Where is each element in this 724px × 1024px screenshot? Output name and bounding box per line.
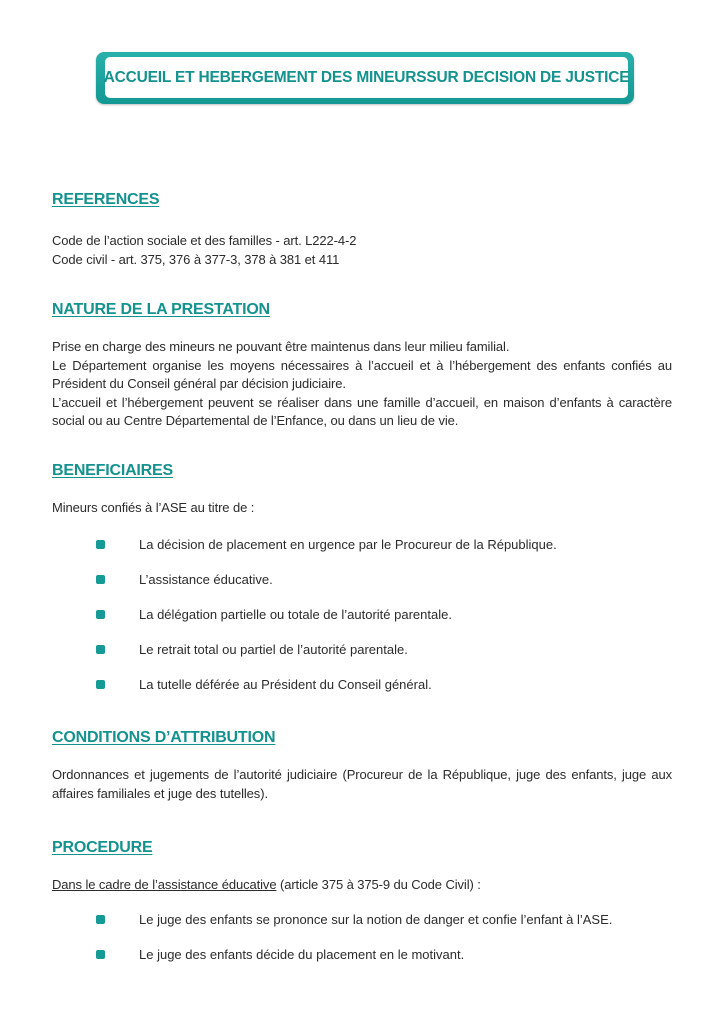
bullet-icon (96, 610, 105, 619)
conditions-text: Ordonnances et jugements de l’autorité judiciaire (Procureur de la République, juge des enfants, juge aux affaires familiales et juge des tutelles). (52, 767, 672, 801)
title-banner (96, 52, 634, 104)
bullet-icon (96, 915, 105, 924)
nature-line: Le Département organise les moyens nécessaires à l’accueil et à l’hébergement des enfants confiés au Président du Conseil général par décision judiciaire. (52, 357, 672, 391)
list-item-text: La décision de placement en urgence par le Procureur de la République. (139, 536, 557, 552)
heading-procedure: PROCEDURE (52, 839, 153, 856)
nature-line: L’accueil et l’hébergement peuvent se réaliser dans une famille d’accueil, en maison d’enfants à caractère social ou au Centre Départemental de l’Enfance, ou dans un lieu de vie. (52, 394, 672, 428)
list-item (96, 640, 408, 658)
heading-nature: NATURE DE LA PRESTATION (52, 301, 270, 318)
page-title: ACCUEIL ET HEBERGEMENT DES MINEURSSUR DECISION DE JUSTICE (105, 57, 628, 98)
procedure-intro (52, 876, 672, 895)
heading-references: REFERENCES (52, 191, 160, 208)
procedure-intro-rest: (article 375 à 375-9 du Code Civil) : (276, 877, 481, 892)
references-text (52, 232, 672, 269)
procedure-intro-underlined: Dans le cadre de l’assistance éducative (52, 877, 277, 892)
list-item (96, 535, 557, 553)
list-item-text: Le juge des enfants décide du placement en le motivant. (139, 946, 465, 962)
list-item-text: L’assistance éducative. (139, 571, 273, 587)
list-item-text: La tutelle déférée au Président du Conseil général. (139, 676, 432, 692)
list-item (96, 910, 612, 928)
heading-conditions: CONDITIONS D’ATTRIBUTION (52, 729, 276, 746)
nature-line: Prise en charge des mineurs ne pouvant être maintenus dans leur milieu familial. (52, 339, 510, 354)
bullet-icon (96, 540, 105, 549)
bullet-icon (96, 950, 105, 959)
bullet-icon (96, 680, 105, 689)
list-item (96, 675, 432, 693)
bullet-icon (96, 575, 105, 584)
heading-beneficiaires: BENEFICIAIRES (52, 462, 173, 479)
list-item-text: La délégation partielle ou totale de l’autorité parentale. (139, 606, 452, 622)
list-item (96, 605, 452, 623)
bullet-icon (96, 645, 105, 654)
list-item (96, 570, 273, 588)
reference-line: Code de l’action sociale et des familles - art. L222-4-2 (52, 233, 357, 248)
reference-line: Code civil - art. 375, 376 à 377-3, 378 à 381 et 411 (52, 251, 340, 267)
list-item-text: Le retrait total ou partiel de l’autorité parentale. (139, 641, 408, 657)
list-item-text: Le juge des enfants se prononce sur la notion de danger et confie l’enfant à l’ASE. (139, 911, 613, 927)
list-item (96, 945, 464, 963)
beneficiaires-intro: Mineurs confiés à l’ASE au titre de : (52, 500, 255, 515)
nature-text (52, 338, 672, 431)
